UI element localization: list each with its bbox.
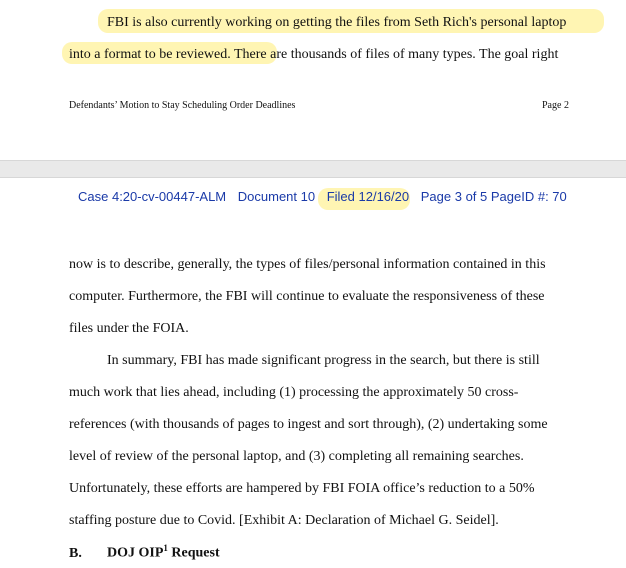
page-3-top [0, 178, 626, 568]
paragraph-line: staffing posture due to Covid. [Exhibit A: Declaration of Michael G. Seidel]. [69, 513, 499, 528]
paragraph-line: Unfortunately, these efforts are hampered by FBI FOIA office’s reduction to a 50% [69, 481, 535, 496]
document-number: Document 10 [237, 189, 316, 204]
section-heading [69, 543, 220, 562]
footer-title: Defendants’ Motion to Stay Scheduling Order Deadlines [69, 100, 296, 111]
paragraph-line: now is to describe, generally, the types of files/personal information contained in this [69, 257, 546, 272]
case-number: Case 4:20-cv-00447-ALM [78, 189, 227, 204]
paragraph-line: level of review of the personal laptop, and (3) completing all remaining searches. [69, 449, 524, 464]
page-2-bottom [0, 0, 626, 160]
page-separator [0, 160, 626, 178]
page-id: Page 3 of 5 PageID #: 70 [420, 189, 567, 204]
paragraph-line: into a format to be reviewed. There are thousands of files of many types. The goal right [69, 47, 559, 62]
case-header [78, 189, 575, 204]
paragraph-line: much work that lies ahead, including (1) processing the approximately 50 cross- [69, 385, 519, 400]
paragraph-line: computer. Furthermore, the FBI will continue to evaluate the responsiveness of these [69, 289, 545, 304]
paragraph-line: references (with thousands of pages to ingest and sort through), (2) undertaking some [69, 417, 548, 432]
section-title: DOJ OIP [107, 545, 164, 561]
footnote-marker[interactable]: 1 [163, 543, 168, 553]
paragraph-line: FBI is also currently working on getting the files from Seth Rich's personal laptop [107, 15, 567, 30]
filed-date: Filed 12/16/20 [326, 189, 410, 204]
section-title-rest: Request [167, 545, 220, 561]
paragraph-line: In summary, FBI has made significant progress in the search, but there is still [107, 353, 540, 368]
footer-page-number: Page 2 [542, 100, 569, 111]
paragraph-line: files under the FOIA. [69, 321, 189, 336]
section-number: B. [69, 545, 82, 561]
